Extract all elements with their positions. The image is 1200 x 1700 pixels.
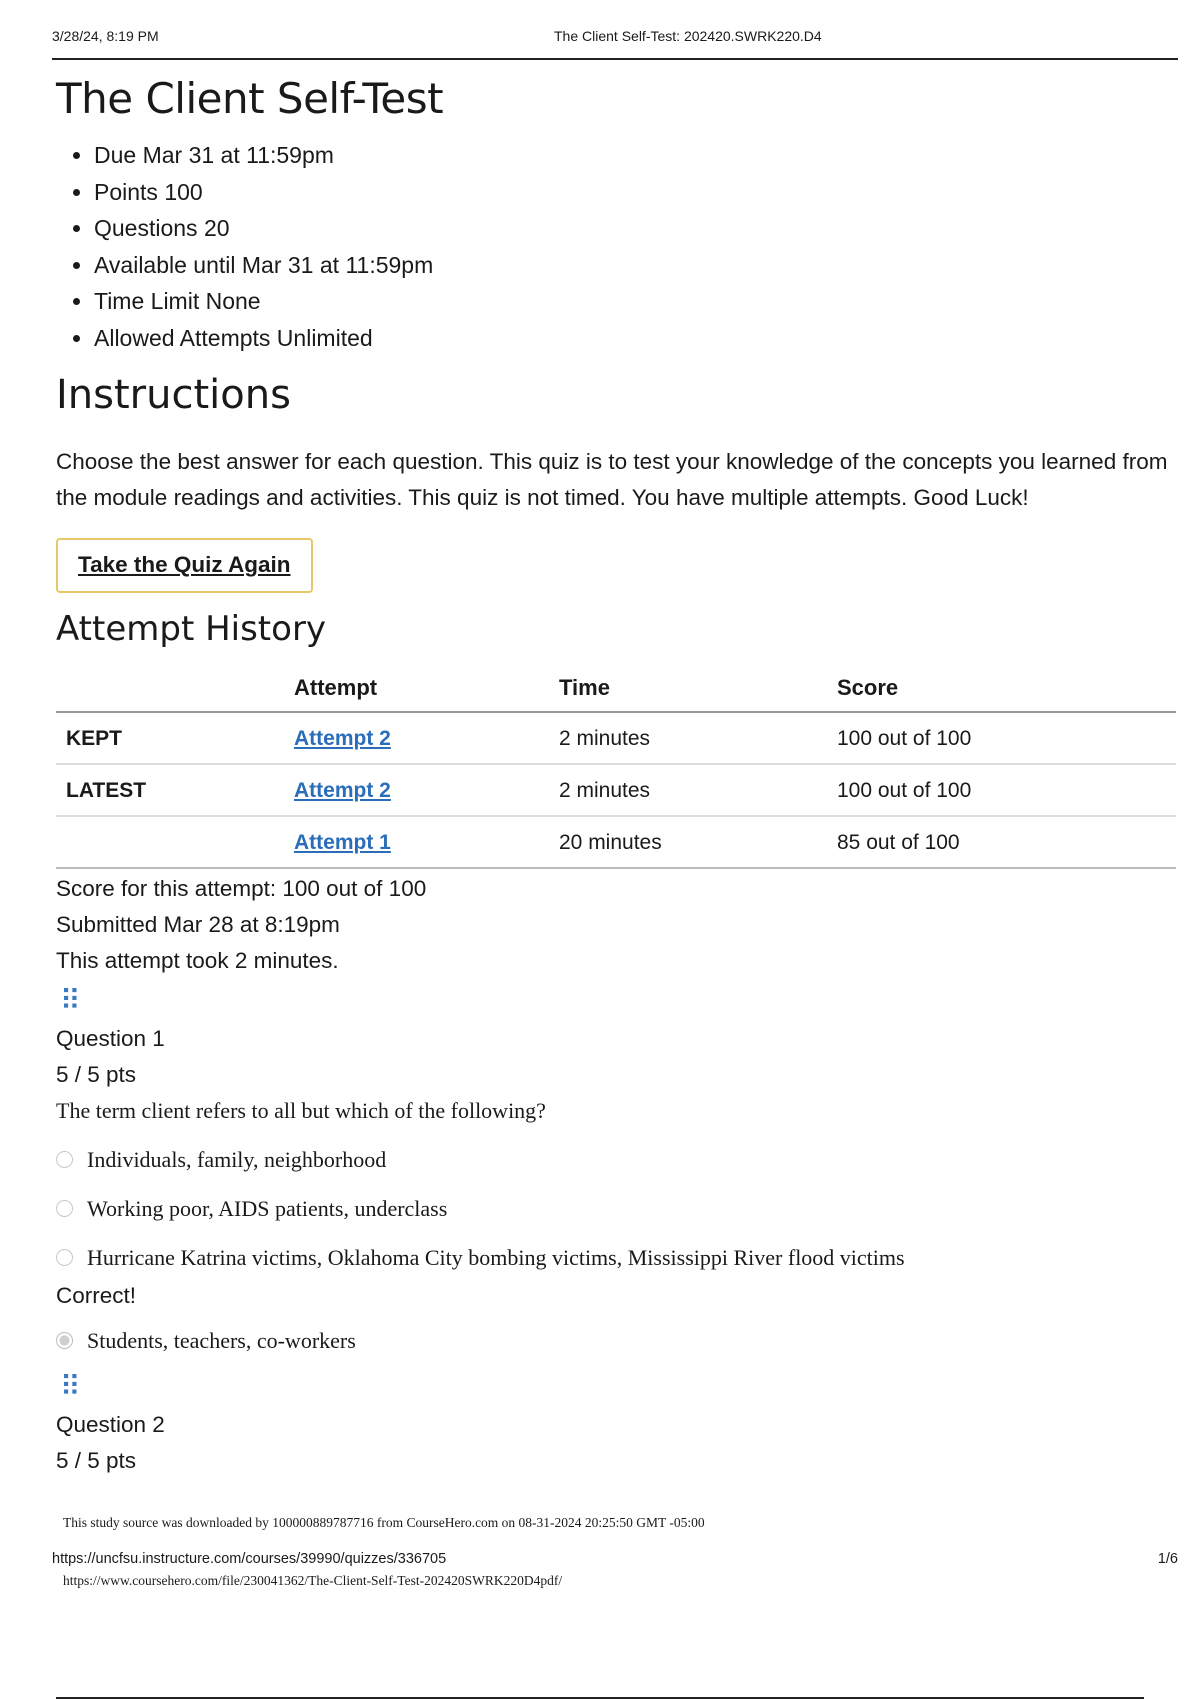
column-header-time: Time <box>559 669 837 712</box>
table-row <box>56 816 1176 868</box>
table-row <box>56 764 1176 816</box>
drag-handle-icon[interactable]: ⠿ <box>60 1371 79 1402</box>
print-url: https://uncfsu.instructure.com/courses/39990/quizzes/336705 <box>52 1551 447 1567</box>
attempt-history-heading: Attempt History <box>56 609 327 649</box>
radio-button[interactable] <box>56 1249 73 1266</box>
meta-questions: • Questions 20 <box>94 210 1176 247</box>
question-title: Question 1 <box>56 1026 165 1051</box>
bottom-divider <box>56 1697 1144 1699</box>
row-status: KEPT <box>56 712 294 764</box>
row-score: 100 out of 100 <box>837 764 1176 816</box>
coursehero-url: https://www.coursehero.com/file/230041362/The-Client-Self-Test-202420SWRK220D4pdf/ <box>63 1573 563 1588</box>
answer-option-label: Working poor, AIDS patients, underclass <box>87 1195 448 1221</box>
question-title: Question 2 <box>56 1412 165 1437</box>
row-status <box>56 816 294 868</box>
quiz-content <box>56 60 1176 1479</box>
column-header-status <box>56 669 294 712</box>
question-points: 5 / 5 pts <box>56 1448 137 1473</box>
radio-button[interactable] <box>56 1151 73 1168</box>
attempt-submitted: Submitted Mar 28 at 8:19pm <box>56 912 340 937</box>
row-time: 20 minutes <box>559 816 837 868</box>
attempt-summary <box>56 871 1176 979</box>
radio-button-selected[interactable] <box>56 1332 73 1349</box>
download-source-note: This study source was downloaded by 100000889787716 from CourseHero.com on 08-31-2024 20:25:50 GMT -05:00 <box>63 1515 705 1530</box>
row-score: 85 out of 100 <box>837 816 1176 868</box>
answer-option-label: Hurricane Katrina victims, Oklahoma City bombing victims, Mississippi River flood victims <box>87 1244 905 1270</box>
attempt-duration: This attempt took 2 minutes. <box>56 948 339 973</box>
answer-option[interactable] <box>56 1184 1176 1233</box>
print-page-title: The Client Self-Test: 202420.SWRK220.D4 <box>554 28 822 44</box>
radio-button[interactable] <box>56 1200 73 1217</box>
answer-option-selected[interactable] <box>56 1316 1176 1365</box>
row-score: 100 out of 100 <box>837 712 1176 764</box>
page-number: 1/6 <box>1157 1551 1178 1567</box>
attempt-link[interactable]: Attempt 2 <box>294 727 391 750</box>
print-datetime: 3/28/24, 8:19 PM <box>52 28 159 44</box>
answer-option[interactable] <box>56 1135 1176 1184</box>
row-status: LATEST <box>56 764 294 816</box>
attempt-link[interactable]: Attempt 2 <box>294 779 391 802</box>
print-header <box>52 28 1178 60</box>
answer-option-label: Students, teachers, co-workers <box>87 1327 356 1353</box>
correct-label: Correct! <box>56 1283 137 1308</box>
answer-option[interactable] <box>56 1233 1176 1282</box>
answer-option-label: Individuals, family, neighborhood <box>87 1146 387 1172</box>
meta-available: • Available until Mar 31 at 11:59pm <box>94 247 1176 284</box>
attempt-score: Score for this attempt: 100 out of 100 <box>56 876 427 901</box>
quiz-meta-list <box>56 137 1176 356</box>
quiz-title: The Client Self-Test <box>56 74 444 123</box>
meta-time-limit: • Time Limit None <box>94 283 1176 320</box>
column-header-attempt: Attempt <box>294 669 559 712</box>
column-header-score: Score <box>837 669 1176 712</box>
row-time: 2 minutes <box>559 764 837 816</box>
meta-points: • Points 100 <box>94 174 1176 211</box>
meta-attempts: • Allowed Attempts Unlimited <box>94 320 1176 357</box>
attempt-history-table <box>56 669 1176 869</box>
question-text: The term client refers to all but which of the following? <box>56 1098 546 1123</box>
table-row <box>56 712 1176 764</box>
meta-due: • Due Mar 31 at 11:59pm <box>94 137 1176 174</box>
question-points: 5 / 5 pts <box>56 1062 137 1087</box>
instructions-text: Choose the best answer for each question. This quiz is to test your knowledge of the concepts you learned from the module readings and activities. This quiz is not timed. You have multiple attempts. Good Luck! <box>56 449 1168 510</box>
instructions-heading: Instructions <box>56 372 291 418</box>
attempt-link[interactable]: Attempt 1 <box>294 831 391 854</box>
take-quiz-again-button[interactable]: Take the Quiz Again <box>56 538 313 593</box>
drag-handle-icon[interactable]: ⠿ <box>60 985 79 1016</box>
row-time: 2 minutes <box>559 712 837 764</box>
table-header-row <box>56 669 1176 712</box>
